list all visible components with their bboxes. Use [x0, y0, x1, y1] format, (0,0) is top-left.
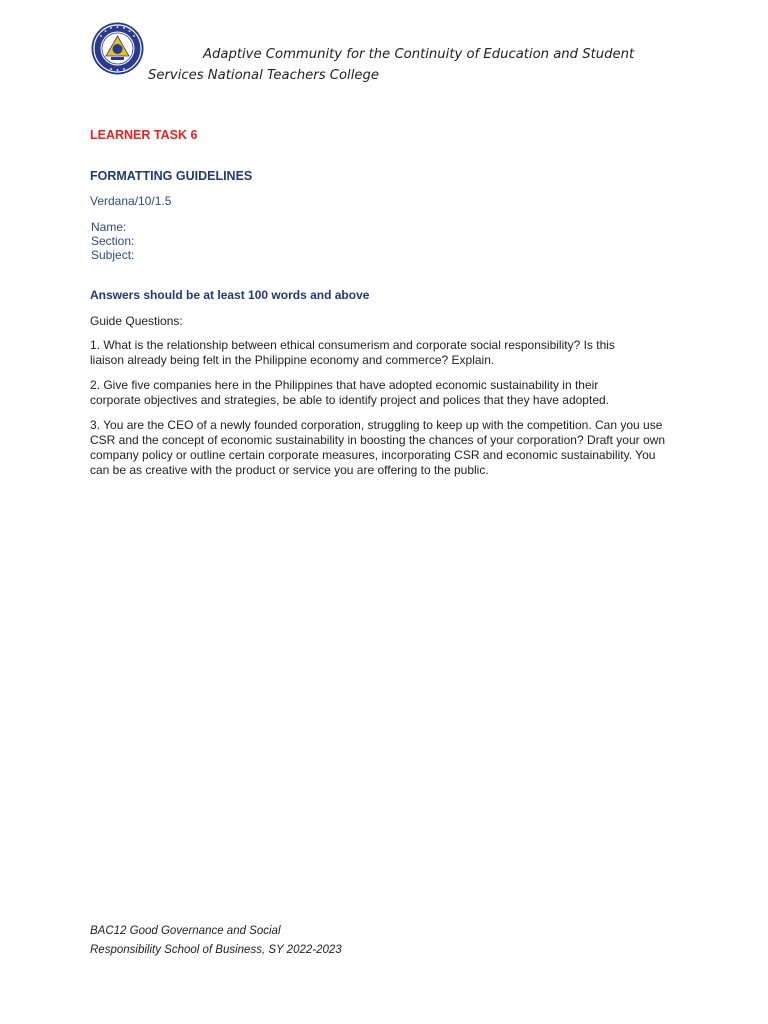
header-institution-line1: Adaptive Community for the Continuity of Education and Student — [203, 47, 635, 62]
question-line: CSR and the concept of economic sustainability in boosting the chances of your corporation? Draft your own — [90, 433, 665, 447]
question-line: 2. Give five companies here in the Philippines that have adopted economic sustainability in their — [90, 378, 599, 392]
guide-question-3 — [90, 418, 680, 478]
task-title: LEARNER TASK 6 — [90, 128, 198, 142]
footer-line1: BAC12 Good Governance and Social — [90, 925, 281, 937]
question-line: corporate objectives and strategies, be able to identify project and polices that they have adopted. — [90, 393, 609, 407]
section-label: Section: — [91, 234, 135, 248]
formatting-spec: Verdana/10/1.5 — [90, 194, 172, 208]
formatting-guidelines-heading: FORMATTING GUIDELINES — [90, 169, 253, 183]
header-institution-line2: Services National Teachers College — [148, 68, 379, 83]
answer-length-note: Answers should be at least 100 words and above — [90, 288, 370, 302]
subject-label: Subject: — [91, 248, 135, 262]
student-info-fields — [91, 220, 134, 262]
guide-question-1 — [90, 338, 680, 368]
guide-question-2 — [90, 378, 680, 408]
question-line: liaison already being felt in the Philippine economy and commerce? Explain. — [90, 353, 495, 367]
page-footer — [90, 922, 342, 960]
name-label: Name: — [91, 220, 127, 234]
footer-line2: Responsibility School of Business, SY 2022-2023 — [90, 944, 342, 956]
school-seal-logo — [91, 22, 144, 75]
question-line: can be as creative with the product or service you are offering to the public. — [90, 463, 489, 477]
question-line: 1. What is the relationship between ethical consumerism and corporate social responsibility? Is this — [90, 338, 615, 352]
guide-questions-label: Guide Questions: — [90, 314, 183, 328]
question-line: 3. You are the CEO of a newly founded corporation, struggling to keep up with the competition. Can you use — [90, 418, 663, 432]
question-line: company policy or outline certain corporate measures, incorporating CSR and economic sustainability. You — [90, 448, 656, 462]
